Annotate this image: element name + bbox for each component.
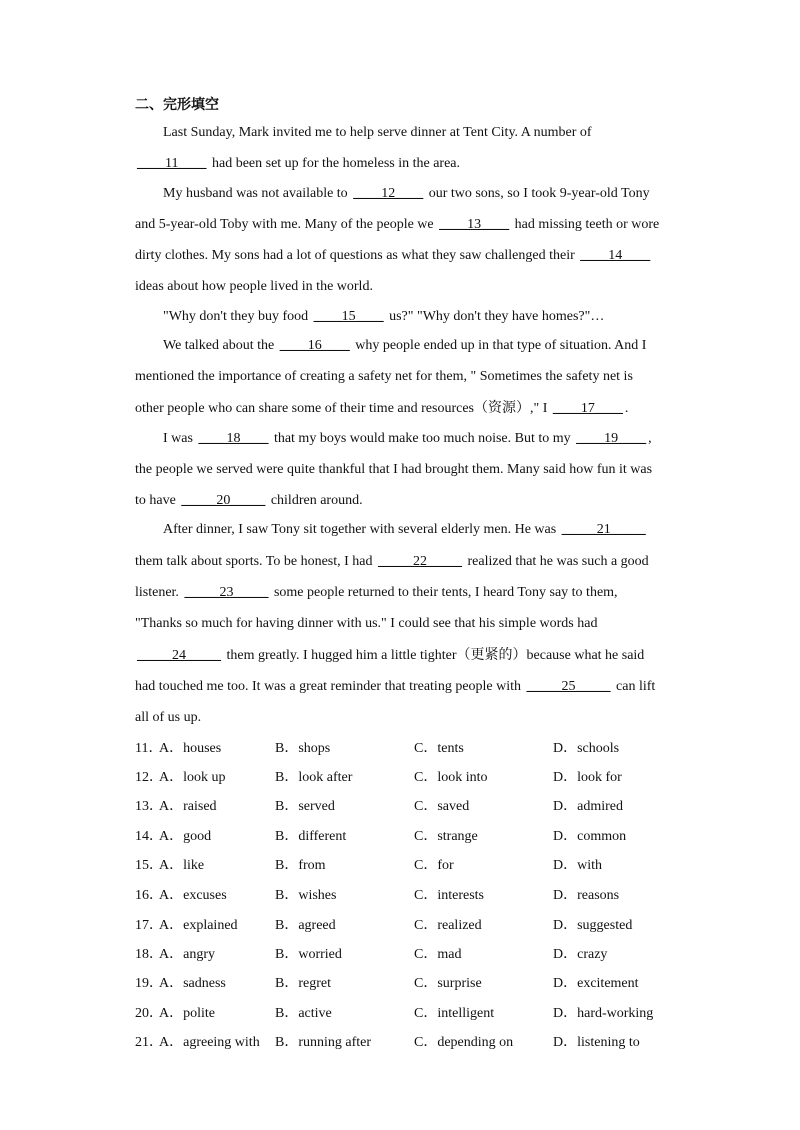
passage-line — [163, 521, 703, 539]
question-number: 12． — [135, 770, 163, 785]
passage-text: had missing teeth or wore — [511, 217, 660, 232]
option-b: B．different — [275, 829, 347, 844]
passage-line — [163, 185, 703, 203]
option-b: B．look after — [275, 770, 353, 785]
answer-blank: ____19____ — [576, 431, 647, 446]
option-d: D．reasons — [553, 888, 620, 903]
option-a: A．raised — [159, 799, 217, 814]
option-c: C．tents — [414, 741, 464, 756]
passage-text: mentioned the importance of creating a safety net for them, " Sometimes the safety net is — [135, 369, 633, 384]
option-d: D．common — [553, 829, 627, 844]
option-d: D．excitement — [553, 976, 639, 991]
passage-text: After dinner, I saw Tony sit together with several elderly men. He was — [163, 522, 560, 537]
option-b: B．running after — [275, 1035, 372, 1050]
option-b: B．active — [275, 1006, 332, 1021]
passage-text: and 5-year-old Toby with me. Many of the people we — [135, 217, 438, 232]
passage-text: to have — [135, 493, 180, 508]
passage-line — [135, 400, 675, 418]
passage-text: that my boys would make too much noise. But to my — [270, 431, 575, 446]
passage-line — [135, 553, 675, 571]
answer-blank: ____17____ — [552, 401, 623, 416]
passage-text: listener. — [135, 585, 183, 600]
passage-line — [135, 247, 675, 265]
question-number: 13． — [135, 799, 163, 814]
passage-text: children around. — [267, 493, 363, 508]
option-a: A．look up — [159, 770, 226, 785]
passage-line — [163, 430, 703, 448]
option-a: A．agreeing with — [159, 1035, 260, 1050]
passage-text: ideas about how people lived in the world. — [135, 279, 373, 294]
option-a: A．good — [159, 829, 212, 844]
passage-text: the people we served were quite thankful that I had brought them. Many said how fun it was — [135, 462, 653, 477]
option-d: D．schools — [553, 741, 620, 756]
question-number: 11． — [135, 741, 163, 756]
option-b: B．shops — [275, 741, 331, 756]
passage-text: We talked about the — [163, 338, 278, 353]
option-b: B．served — [275, 799, 335, 814]
passage-text: can lift — [612, 679, 656, 694]
passage-text: Last Sunday, Mark invited me to help serve dinner at Tent City. A number of — [163, 125, 592, 140]
passage-text: dirty clothes. My sons had a lot of questions as what they saw challenged their — [135, 248, 579, 263]
passage-text: some people returned to their tents, I heard Tony say to them, — [270, 585, 618, 600]
passage-text: . — [624, 401, 629, 416]
section-title: 二、完形填空 — [135, 97, 219, 113]
passage-text: them greatly. I hugged him a little tighter（更紧的）because what he said — [223, 648, 645, 663]
passage-text: "Thanks so much for having dinner with us." I could see that his simple words had — [135, 616, 598, 631]
passage-line — [135, 216, 675, 234]
option-d: D．suggested — [553, 918, 633, 933]
answer-blank: _____25_____ — [526, 679, 611, 694]
passage-line — [135, 647, 675, 665]
option-c: C．intelligent — [414, 1006, 495, 1021]
passage-line — [135, 155, 675, 173]
answer-blank: ____14____ — [580, 248, 651, 263]
passage-text: My husband was not available to — [163, 186, 352, 201]
option-b: B．from — [275, 858, 326, 873]
option-a: A．excuses — [159, 888, 227, 903]
passage-text: all of us up. — [135, 710, 202, 725]
option-a: A．like — [159, 858, 205, 873]
passage-line — [135, 368, 675, 386]
question-number: 14． — [135, 829, 163, 844]
question-number: 18． — [135, 947, 163, 962]
option-d: D．listening to — [553, 1035, 640, 1050]
option-c: C．for — [414, 858, 454, 873]
option-d: D．admired — [553, 799, 623, 814]
option-c: C．realized — [414, 918, 482, 933]
passage-text: them talk about sports. To be honest, I had — [135, 554, 377, 569]
option-d: D．hard-working — [553, 1006, 654, 1021]
passage-line — [135, 492, 675, 510]
passage-text: us?" "Why don't they have homes?"… — [385, 309, 605, 324]
passage-text: had touched me too. It was a great reminder that treating people with — [135, 679, 525, 694]
passage-text: I was — [163, 431, 197, 446]
option-b: B．agreed — [275, 918, 336, 933]
answer-blank: _____24_____ — [137, 648, 221, 663]
passage-text: had been set up for the homeless in the area. — [208, 156, 461, 171]
passage-text: realized that he was such a good — [464, 554, 649, 569]
passage-text: our two sons, so I took 9-year-old Tony — [425, 186, 650, 201]
option-a: A．houses — [159, 741, 222, 756]
question-number: 15． — [135, 858, 163, 873]
passage-line — [135, 615, 675, 633]
answer-blank: _____20_____ — [181, 493, 266, 508]
option-c: C．mad — [414, 947, 462, 962]
option-b: B．regret — [275, 976, 331, 991]
option-c: C．interests — [414, 888, 484, 903]
option-a: A．explained — [159, 918, 238, 933]
option-a: A．angry — [159, 947, 215, 962]
passage-line — [135, 584, 675, 602]
passage-line — [135, 678, 675, 696]
passage-line — [135, 461, 675, 479]
answer-blank: _____23_____ — [184, 585, 269, 600]
passage-line — [163, 337, 703, 355]
question-number: 21． — [135, 1035, 163, 1050]
option-b: B．wishes — [275, 888, 337, 903]
passage-text: why people ended up in that type of situation. And I — [351, 338, 647, 353]
passage-line — [163, 308, 703, 326]
option-d: D．crazy — [553, 947, 608, 962]
passage-line — [135, 278, 675, 296]
option-d: D．look for — [553, 770, 622, 785]
passage-line — [163, 124, 703, 142]
passage-text: other people who can share some of their time and resources（资源）," I — [135, 401, 551, 416]
answer-blank: ____18____ — [198, 431, 269, 446]
passage-text: , — [648, 431, 652, 446]
question-number: 19． — [135, 976, 163, 991]
question-number: 20． — [135, 1006, 163, 1021]
option-a: A．sadness — [159, 976, 226, 991]
answer-blank: _____21_____ — [561, 522, 646, 537]
option-a: A．polite — [159, 1006, 215, 1021]
answer-blank: ____12____ — [353, 186, 424, 201]
passage-line — [135, 709, 675, 727]
option-c: C．surprise — [414, 976, 482, 991]
answer-blank: ____13____ — [439, 217, 510, 232]
answer-blank: _____22_____ — [378, 554, 463, 569]
passage-text: "Why don't they buy food — [163, 309, 312, 324]
option-c: C．strange — [414, 829, 478, 844]
answer-blank: ____15____ — [313, 309, 384, 324]
option-c: C．look into — [414, 770, 488, 785]
option-d: D．with — [553, 858, 602, 873]
option-c: C．depending on — [414, 1035, 514, 1050]
answer-blank: ____16____ — [279, 338, 350, 353]
question-number: 16． — [135, 888, 163, 903]
question-number: 17． — [135, 918, 163, 933]
answer-blank: ____11____ — [137, 156, 207, 171]
option-b: B．worried — [275, 947, 342, 962]
option-c: C．saved — [414, 799, 470, 814]
